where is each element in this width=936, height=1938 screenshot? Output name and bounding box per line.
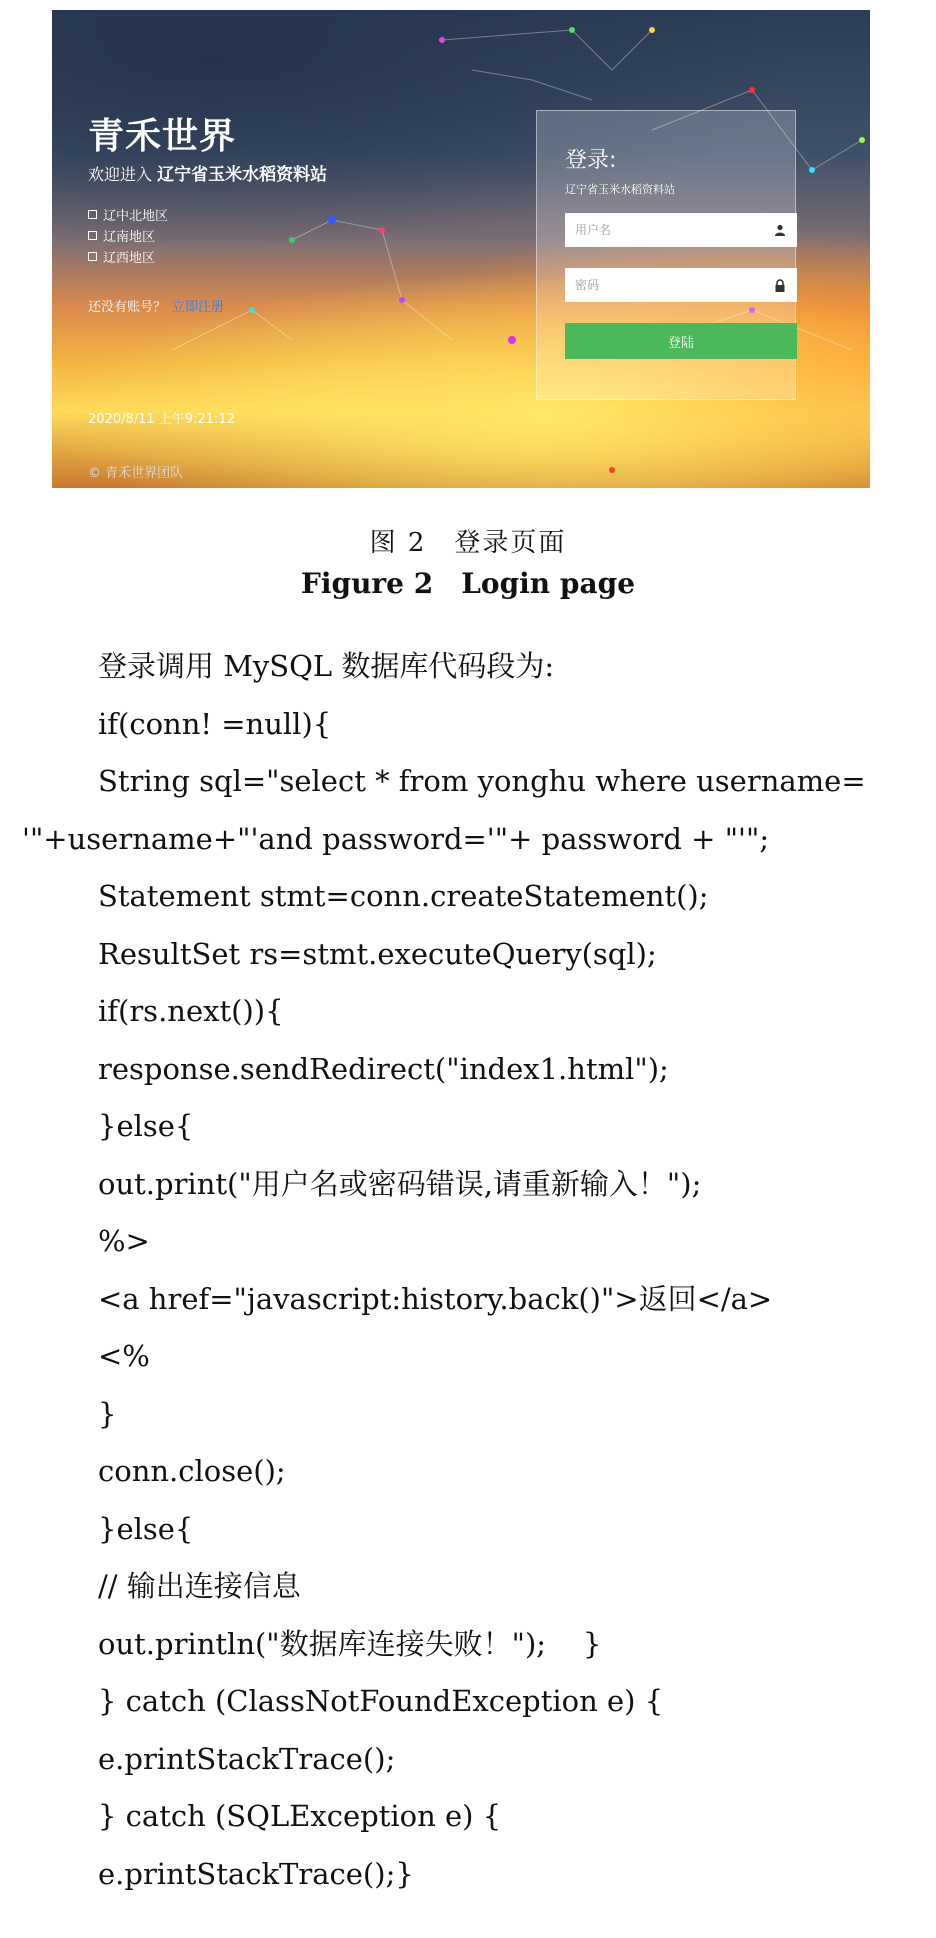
checkbox-icon	[88, 210, 97, 219]
region-item[interactable]	[88, 204, 168, 225]
no-account-row	[88, 296, 224, 315]
login-subtitle: 辽宁省玉米水稻资料站	[565, 183, 675, 196]
login-button[interactable]: 登陆	[565, 323, 797, 359]
code-line: } catch (SQLException e) {	[98, 1799, 502, 1833]
code-line: conn.close();	[98, 1454, 286, 1488]
login-page-screenshot	[52, 10, 870, 488]
code-line: <%	[98, 1339, 150, 1373]
code-line: }else{	[98, 1511, 194, 1546]
code-line: String sql="select * from yonghu where username=	[98, 764, 866, 798]
code-line: Statement stmt=conn.createStatement();	[98, 879, 709, 913]
code-line: ResultSet rs=stmt.executeQuery(sql);	[98, 936, 657, 971]
brand-title: 青禾世界	[88, 116, 237, 157]
code-line: e.printStackTrace();	[98, 1741, 396, 1776]
datetime-display: 2020/8/11 上午9:21:12	[88, 412, 235, 427]
password-input[interactable]	[565, 268, 797, 302]
code-line: response.sendRedirect("index1.html");	[98, 1051, 669, 1086]
code-line: }else{	[98, 1109, 194, 1143]
code-line: out.println("数据库连接失败！"); }	[98, 1626, 602, 1661]
code-line: %>	[98, 1224, 150, 1258]
code-line: // 输出连接信息	[98, 1569, 301, 1603]
welcome-prefix: 欢迎进入	[88, 165, 153, 184]
welcome-site-name: 辽宁省玉米水稻资料站	[157, 165, 328, 185]
region-item[interactable]	[88, 225, 168, 246]
region-label: 辽西地区	[103, 251, 156, 266]
code-line: if(conn! =null){	[98, 706, 332, 741]
code-line: if(rs.next()){	[98, 994, 284, 1028]
code-line: <a href="javascript:history.back()">返回</a>	[98, 1281, 773, 1316]
user-icon	[769, 213, 791, 247]
region-list	[88, 204, 168, 267]
username-input[interactable]	[565, 213, 797, 247]
code-line: } catch (ClassNotFoundException e) {	[98, 1684, 664, 1718]
register-link[interactable]: 立即注册	[172, 300, 225, 315]
lock-icon	[769, 268, 791, 302]
code-line: 登录调用 MySQL 数据库代码段为:	[98, 649, 555, 683]
region-label: 辽南地区	[103, 230, 156, 245]
code-line: e.printStackTrace();}	[98, 1856, 414, 1891]
login-panel	[536, 110, 796, 400]
no-account-text: 还没有账号？	[88, 300, 167, 315]
checkbox-icon	[88, 231, 97, 240]
code-line: out.print("用户名或密码错误,请重新输入！");	[98, 1166, 702, 1201]
figure-caption-chinese: 图 2 登录页面	[369, 528, 567, 558]
region-label: 辽中北地区	[103, 209, 169, 224]
login-title: 登录:	[565, 148, 617, 173]
figure-caption-english: Figure 2 Login page	[300, 567, 636, 600]
checkbox-icon	[88, 252, 97, 261]
welcome-text	[88, 160, 327, 185]
code-line: '"+username+"'and password='"+ password + "'";	[22, 821, 770, 856]
copyright-text: © 青禾世界团队	[88, 466, 184, 481]
code-listing	[0, 638, 936, 1903]
code-line: }	[98, 1396, 117, 1431]
region-item[interactable]	[88, 246, 168, 267]
